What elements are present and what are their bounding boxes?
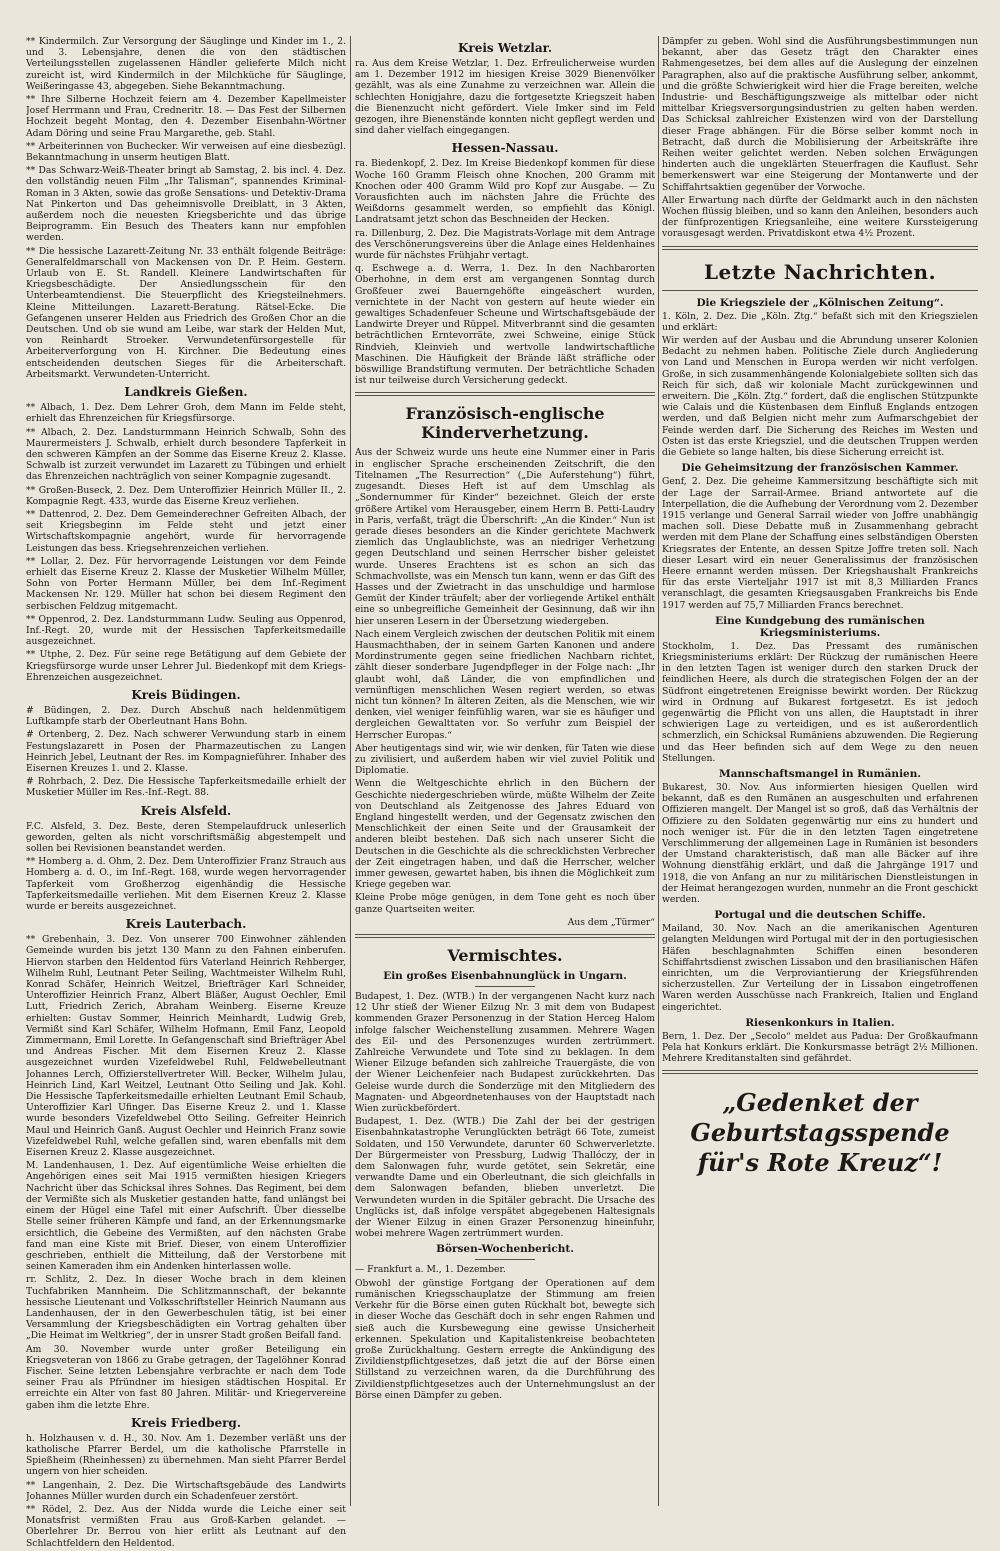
news-item: rr. Schlitz, 2. Dez. In dieser Woche brach in dem kleinen Tuchfabriken Mannheim. Die Schlitzmannschaft, der bekannte hessische Lieutenant und Volksschriftsteller Heinrich Naumann aus Landenhausen, der in den Gewerbeschulen tätig, ist bei einer Versammlung der Kriegsbeschädigten ein Vortrag gehalten über „Die Heimat im Weltkrieg“, der in unsrer Stadt großen Beifall fand. (26, 1274, 346, 1342)
news-item: Aller Erwartung nach dürfte der Geldmarkt auch in den nächsten Wochen flüssig bleiben, und so kann den Anleihen, besonders auch der fünfprozentigen Kriegsanleihe, eine weitere Kurssteigerung vorausgesagt werden. Privatdiskont etwa 4½ Prozent. (662, 194, 978, 240)
section-heading: Französisch-englische Kinderverhetzung. (405, 404, 605, 443)
news-item: ** Langenhain, 2. Dez. Die Wirtschaftsgebäude des Landwirts Johannes Müller wurden durch ein Schadenfeuer zerstört. (26, 1479, 346, 1502)
news-item: Obwohl der günstige Fortgang der Operationen auf dem rumänischen Kriegsschauplatze der Stimmung am freien Verkehr für die Börse einen guten Rückhalt bot, bewegte sich in dieser Woche das Geschäft doch in sehr engen Rahmen und sieß auch die Kursbewegung eine gewisse Unsicherheit erkennen. Spekulation und Kapitalistenkreise beobachteten große Zurückhaltung. Gestern erregte die Ankündigung des Zivildienstpflichtgesetzes, daß jetzt die auf der Börse einen Stillstand zu verzeichnen waren, da die Durchführung des Zivildienstpflichtgesetzes auch der Unternehmungslust an der Börse einen Dämpfer zu geben. (355, 1277, 655, 1401)
column-1 (26, 36, 346, 1551)
news-item: ** Großen-Buseck, 2. Dez. Dem Unteroffizier Heinrich Müller II., 2. Kompagnie Regt. 433, wurde das Eiserne Kreuz verliehen. (26, 484, 346, 507)
column-rule (658, 36, 659, 1506)
news-item: Bukarest, 30. Nov. Aus informierten hiesigen Quellen wird bekannt, daß es den Rumänen an ausgeschulten und erfahrenen Offizieren mangelt. Der Mangel ist so groß, daß das Verhältnis der Offiziere zu den Soldaten gegenwärtig nur eins zu hundert und noch weniger ist. Für die in den letzten Tagen eingetretene Verschlimmerung der allgemeinen Lage in Rumänien ist besonders der Umstand charakteristisch, daß man alle Bäcker auf ihre Wohnung dienstfähig erklärt, und daß die Jahrgänge 1917 und 1918, die von Anfang an nur zu militärischen Dienstleistungen in der Heimat herangezogen wurden, nunmehr an die Front geschickt werden. (662, 781, 978, 905)
section-divider (662, 246, 978, 250)
news-item: Nach einem Vergleich zwischen der deutschen Politik mit einem Hausmachthaben, der in seinem Garten Kanonen und andere Mordinstrumente gegen seine friedlichen Nachbarn richtet, zählt dieser sonderbare Jugendpfleger in der Folge nach: „Ihr glaubt wohl, daß Länder, die von empfindlichen und vernünftigen menschlichen Wesen regiert werden, so etwas nicht tun können? In älteren Zeiten, als die Menschen, wie wir denken, viel weniger feinfühlig waren, war sie es häufiger und dergleichen Gewalttaten vor. So verfuhr zum Beispiel der Herrscher Europas.“ (355, 628, 655, 741)
section-heading: Kreis Lauterbach. (125, 917, 247, 932)
news-item: ra. Aus dem Kreise Wetzlar, 1. Dez. Erfreulicherweise wurden am 1. Dezember 1912 im hiesigen Kreise 3029 Bienenvölker gezählt, was als eine Zunahme zu verzeichnen war. Allein die schlechten Honigjahre, dazu die fortgesetzte Kriegszeit haben die Bienenzucht nicht gefördert. Viele Imker sind im Feld gezogen, ihre Bienenstände konnten nicht gepflegt werden und sind daher vielfach eingegangen. (355, 58, 655, 137)
section-heading: Die Kriegsziele der „Kölnischen Zeitung“. (696, 296, 944, 309)
section-heading: Kreis Friedberg. (130, 1415, 241, 1430)
section-heading: Mannschaftsmangel in Rumänien. (718, 767, 922, 780)
news-item: Kleine Probe möge genügen, in dem Tone geht es noch über ganze Quartseiten weiter. (355, 892, 655, 915)
news-item: ** Homberg a. d. Ohm, 2. Dez. Dem Unteroffizier Franz Strauch aus Homberg a. d. O., im Inf.-Regt. 168, wurde wegen hervorragender Tapferkeit vom Großherzog eigenhändig die Hessische Tapferkeitsmedaille verliehen. Mit dem Eisernen Kreuz 2. Klasse wurde er bereits ausgezeichnet. (26, 856, 346, 913)
heading-rule (475, 1259, 535, 1260)
column-rule (350, 36, 351, 1506)
news-item: Budapest, 1. Dez. (WTB.) Die Zahl der bei der gestrigen Eisenbahnkatastrophe Verunglückten beträgt 66 Tote, zumeist Soldaten, und 150 Verwundete, darunter 60 Schwerverletzte. Der Bürgermeister von Pressburg, Ludwig Thallóczy, der in dem Salonwagen fuhr, wurde getötet, sein Sekretär, eine verwandte Dame und ein Oberleutnant, die sich gleichfalls in dem Salonwagen befanden, blieben unverletzt. Die Verwundeten wurden in die Spitäler gebracht. Die Ursache des Unglücks ist, daß infolge verspätet abgegebenen Haltesignals der Wiener Eilzug in einen Grazer Personenzug hineinfuhr, wobei mehrere Wagen zertrümmert wurden. (355, 1116, 655, 1240)
latest-news-heading: Letzte Nachrichten. (703, 259, 937, 284)
column-3 (662, 36, 978, 1178)
news-item: # Büdingen, 2. Dez. Durch Abschuß nach heldenmütigem Luftkampfe starb der Oberleutnant Hans Bohn. (26, 704, 346, 728)
section-heading: Kreis Wetzlar. (457, 41, 553, 55)
news-item: Aber heutigentags sind wir, wie wir denken, für Taten wie diese zu zivilisiert, und außerdem haben wir viel zuviel Politik und Diplomatie. (355, 742, 655, 777)
news-item: ** Dattenrod, 2. Dez. Dem Gemeinderechner Gefreiten Albach, der seit Kriegsbeginn im Felde steht und jetzt einer Wirtschaftskompagnie angehört, wurde für hervorragende Leistungen das bess. Kriegsehrenzeichen verliehen. (26, 508, 346, 554)
news-item: q. Eschwege a. d. Werra, 1. Dez. In den Nachbarorten Oberhohne, in dem erst am vergangenen Sonntag durch Großfeuer zwei Bauerngehöfte eingeäschert wurden, vernichtete in der Nacht von gestern auf heute wieder ein gewaltiges Schadenfeuer Scheune und Wirtschaftsgebäude der Landwirte Dreyer und Rüppel. Mitverbrannt sind die gesamten beträchtlichen Erntevorräte, zwei Schweine, einige Stück Rindvieh, Kleinvieh und wertvolle landwirtschaftliche Maschinen. Die Häufigkeit der Brände läßt sträfliche oder böswillige Brandstiftung vermuten. Der beträchtliche Schaden ist nur teilweise durch Versicherung gedeckt. (355, 263, 655, 387)
news-item: Mailand, 30. Nov. Nach an die amerikanischen Agenturen gelangten Meldungen wird Portugal mit der in den portugiesischen Häfen beschlagnahmten Schiffen einen besonderen Schiffahrtsdienst zwischen Lissabon und den brasilianischen Häfen einrichten, um die Verproviantierung der Kriegsführenden sicherzustellen. Zur Verteilung der in Lissabon eingetroffenen Waren werden Ausschüsse nach Frankreich, Italien und England eingerichtet. (662, 923, 978, 1013)
news-item: ra. Biedenkopf, 2. Dez. Im Kreise Biedenkopf kommen für diese Woche 160 Gramm Fleisch ohne Knochen, 200 Gramm mit Knochen oder 400 Gramm Wild pro Kopf zur Ausgabe. — Zu Vorausfichten auch im nächsten Jahre die Früchte des Weißdorns gesammelt werden, so empfiehlt das Königl. Landratsamt jetzt schon das Beschneiden der Hecken. (355, 158, 655, 226)
news-item: — Frankfurt a. M., 1. Dezember. (355, 1264, 506, 1276)
appeal-line: „Gedenket der Geburtstagsspende (690, 1088, 950, 1148)
news-item: Stockholm, 1. Dez. Das Pressamt des rumänischen Kriegsministeriums erklärt: Der Rückzug der rumänischen Heere in den letzten Tagen ist weniger durch den starken Druck der feindlichen Heere, als durch die strategischen Folgen der an der Südfront eingetretenen Ereignisse bewirkt worden. Der Rückzug wird in Ordnung auf Bukarest fortgesetzt. Es ist jedoch gegenwärtig die Pflicht von uns allen, die Hauptstadt in ihrer schwierigen Lage zu verteidigen, und es ist außerordentlich schmerzlich, ein Schicksal Rumäniens abzuwenden. Die Regierung und das Heer befinden sich auf dem Wege zu den neuen Stellungen. (662, 640, 978, 764)
news-item: ** Albach, 1. Dez. Dem Lehrer Groh, dem Mann im Felde steht, erhielt das Ehrenzeichen für Kriegsfürsorge. (26, 402, 346, 425)
heading-rule (662, 290, 978, 291)
news-item: ** Albach, 2. Dez. Landsturmmann Heinrich Schwalb, Sohn des Maurermeisters J. Schwalb, erhielt durch besondere Tapferkeit in den schweren Kämpfen an der Somme das Eiserne Kreuz 2. Klasse. Schwalb ist zurzeit verwundet im Lazarett zu Tübingen und erhielt das Ehrenzeichen nachträglich von seiner Kompagnie zugesandt. (26, 426, 346, 483)
red-cross-appeal (662, 1088, 978, 1178)
section-heading: Riesenkonkurs in Italien. (745, 1016, 895, 1029)
news-item: 1. Köln, 2. Dez. Die „Köln. Ztg.“ befaßt sich mit den Kriegszielen und erklärt: (662, 310, 978, 333)
news-item: ** Rödel, 2. Dez. Aus der Nidda wurde die Leiche einer seit Monatsfrist vermißten Frau aus Groß-Karben gelandet. — Oberlehrer Dr. Berrou von hier erlitt als Leutnant auf den Schlachtfeldern den Heldentod. (26, 1503, 346, 1549)
news-item: ra. Dillenburg, 2. Dez. Die Magistrats-Vorlage mit dem Antrage des Verschönerungsvereins über die Anlage eines Heldenhaines wurde für nächstes Frühjahr vertagt. (355, 227, 655, 262)
news-item: Wenn die Weltgeschichte ehrlich in den Büchern der Geschichte niedergeschrieben würde, müßte Wilhelm der Zeite von Deutschland als Zeitgenosse des Jahres Eduard von England hingestellt werden, und der Gegensatz zwischen den Menschlichkeit der einen Seite und der Grausamkeit der anderen bleibt bestehen. Daß sich nach unserer Sicht die Deutschen in die Geschichte als die schrecklichsten Verbrecher der Zeit eingetragen haben, und daß die Herrscher, welcher immer gewesen, gewartet haben, bis ihnen die Möglichkeit zum Kriege gegeben war. (355, 778, 655, 891)
news-item: ** Kindermilch. Zur Versorgung der Säuglinge und Kinder im 1., 2. und 3. Lebensjahre, denen die von den städtischen Verteilungsstellen zugelassenen Händler gelieferte Milch nicht zureicht ist, wird Kindermilch in der Milchküche für Säuglinge, Weißeringasse 43, abgegeben. Siehe Bekanntmachung. (26, 36, 346, 92)
section-divider (355, 392, 655, 396)
section-heading: Vermischtes. (447, 946, 563, 966)
news-item: Budapest, 1. Dez. (WTB.) In der vergangenen Nacht kurz nach 12 Uhr stieß der Wiener Eilzug Nr. 3 mit dem von Budapest kommenden Grazer Personenzug in der Station Herceg Halom infolge falscher Weichenstellung zusammen. Mehrere Wagen des Eil- und des Personenzuges wurden zertrümmert. Zahlreiche Verwundete und Tote sind zu beklagen. In dem Wiener Eilzuge befanden sich zahlreiche Trauergäste, die von der Wiener Leichenfeier nach Budapest zurückkehrten. Das Geleise wurde durch die Sonderzüge mit den Mitgliedern des Magnaten- und Abgeordnetenhauses von der Hauptstadt nach Wien zurückbefördert. (355, 991, 655, 1115)
news-item: Dämpfer zu geben. Wohl sind die Ausführungsbestimmungen nun bekannt, aber das Gesetz trägt den Charakter eines Rahmengesetzes, bei dem alles auf die Auslegung der einzelnen Paragraphen, also auf die praktische Ausführung selber, ankommt, und die größte Schwierigkeit wird hier die Frage bereiten, welche Industrie- und Beschäftigungszweige als mittelbar oder nicht mittelbar Kriegsversorgungsindustrien zu gelten haben werden. Das Schicksal zahlreicher Existenzen wird von der Darstellung dieser Frage abhängen. Für die Börse selber kommt noch in Betracht, daß durch die Mobilisierung der Arbeitskräfte ihre Reihen weiter gelichtet werden. Neben solchen Erwägungen hinderten auch die ungeklärten Steuerfragen die Kauflust. Sehr bemerkenswert war eine Steigerung der Montanwerte und der Schiffahrtsaktien gegenüber der Vorwoche. (662, 36, 978, 193)
news-item: Genf, 2. Dez. Die geheime Kammersitzung beschäftigte sich mit der Lage der Sarrail-Armee. Briand antwortete auf die Interpellation, die die Aufhebung der Verordnung vom 2. Dezember 1915 verlange und General Sarrail wieder von Joffre unabhängig machen soll. Diese Debatte muß in Zusammenhang gebracht werden mit dem Plane der Schaffung eines selbständigen Obersten Kriegsrates der Entente, an dessen Spitze Joffre treten soll. Nach dieser Lesart wird ein neuer Generalissimus der französischen Heere ernannt werden müssen. Der Kriegshaushalt Frankreichs für das erste Vierteljahr 1917 ist mit 8,3 Milliarden Francs veranschlagt, die gesamten Kriegsausgaben Frankreichs bis Ende 1917 werden auf 75,7 Milliarden Francs berechnet. (662, 476, 978, 611)
news-item: # Ortenberg, 2. Dez. Nach schwerer Verwundung starb in einem Festungslazarett in Posen der Pharmazeutischen zu Langen Heinrich Jebel, Leutnant der Res. im Kompagnieführer. Inhaber des Eisernen Kreuzes 1. und 2. Klasse. (26, 729, 346, 774)
heading-rule (475, 986, 535, 987)
news-item: F.C. Alsfeld, 3. Dez. Beste, deren Stempelaufdruck unleserlich geworden, gelten als nicht vorschriftsmäßig abgestempelt und sollen bei Revisionen beanstandet werden. (26, 820, 346, 854)
news-item: ** Grebenhain, 3. Dez. Von unserer 700 Einwohner zählenden Gemeinde wurden bis jetzt 130 Mann zu den Fahnen einberufen. Hiervon starben den Heldentod fürs Vaterland Heinrich Rehberger, Wilhelm Ruhl, Leutnant Peter Seiling, Wachtmeister Wilhelm Ruhl, Konrad Schäfer, Heinrich Weitzel, Briefträger Karl Schneider, Unteroffizier Heinrich Franz, Albert Bläßer, August Oechler, Emil Lutt, Friedrich Zerich, Abraham Weinberg. Eiserne Kreuze erhielten: Gustav Sommer, Heinrich Meinhardt, Ludwig Greb, Vermißt sind Karl Schäfer, Wilhelm Hofmann, Emil Fanz, Leopold Zimmermann, Emil Lorette. In Gefangenschaft sind Briefträger Abel und Andreas Fischer. Mit dem Eisernen Kreuz 2. Klasse ausgezeichnet wurden Vizefeldwebel Ruhl, Feldwebelleutnant Johannes Lerch, Offizierstellvertreter Will. Becker, Wilhelm Julau, Heinrich Lind, Karl Weitzel, Leutnant Otto Seiling und Jak. Kohl. Die Hessische Tapferkeitsmedaille erhielten Leutnant Emil Schaub, Unteroffizier Karl Ufinger. Das Eiserne Kreuz 2. und 1. Klasse wurde besonders Vizefeldwebel Otto Seiling. Gefreiter Heinrich Maul und Heinrich Ganß. August Oechler und Heinrich Franz sowie Vizefeldwebel Ruhl, welche gefallen sind, waren ebenfalls mit dem Eisernen Kreuz 2. Klasse ausgezeichnet. (26, 934, 346, 1159)
section-heading: Portugal und die deutschen Schiffe. (714, 909, 926, 922)
news-item: Aus der Schweiz wurde uns heute eine Nummer einer in Paris in englischer Sprache erscheinenden Zeitschrift, die den Titelnamen „The Resurrection“ („Die Auferstehung“) führt, zugesandt. Dieses Heft ist auf dem Umschlag als „Sondernummer für Kinder“ bezeichnet. Gleich der erste größere Artikel vom Herausgeber, einem Herrn B. Petti-Laudry in Paris, verfaßt, trägt die Überschrift: „An die Kinder.“ Nun ist gerade dieses besonders an die Kinder gerichtete Machwerk ziemlich das Unglaublichste, was an niedriger Verhetzung gegen Deutschland und seinen Herrscher bisher geleistet wurde. Unseres Erachtens ist es schon an sich das Schmachvollste, was ein Mensch tun kann, wenn er das Gift des Hasses und der Zwietracht in das unschuldige und harmlose Gemüt der Kinder träufelt; aber der vorliegende Artikel enthält eine so unbegreifliche Gemeinheit der Gesinnung, daß wir ihn hier unseren Lesern in der Übersetzung wiedergeben. (355, 447, 655, 627)
news-item: # Rohrbach, 2. Dez. Die Hessische Tapferkeitsmedaille erhielt der Musketier Müller im Res.-Inf.-Regt. 88. (26, 776, 346, 799)
section-divider (662, 1070, 978, 1074)
article-source: Aus dem „Türmer“ (567, 916, 655, 928)
column-2 (355, 36, 655, 1403)
news-item: ** Arbeiterinnen von Buchecker. Wir verweisen auf eine diesbezügl. Bekanntmachung in unserm heutigen Blatt. (26, 140, 346, 164)
news-item: Wir werden auf der Ausbau und die Abrundung unserer Kolonien Bedacht zu nehmen haben. Politische Ziele durch Angliederung von Land und Menschen in Europa werden wir nicht verfolgen. Große, in sich zusammenhängende Kolonialgebiete sollten sich das Reich für sich, daß wir koloniale Macht zurückgewinnen und erweitern. Die „Köln. Ztg.“ fordert, daß die englischen Stützpunkte wie Calais und die Küstenbasen dem Einfluß Englands entzogen werden, und daß Belgien nicht mehr zum Aufmarschgebiet der Feinde werden darf. Die Sicherung des Reiches im Westen und Osten ist das erste Kriegsziel, und die deutschen Truppen werden die Gebiete so lange halten, bis diese Sicherung erreicht ist. (662, 335, 978, 459)
section-heading: Börsen-Wochenbericht. (436, 1243, 574, 1256)
section-heading: Die Geheimsitzung der französischen Kammer. (681, 462, 959, 475)
section-heading: Kreis Alsfeld. (140, 803, 232, 818)
section-heading: Hessen-Nassau. (451, 141, 559, 156)
news-item: M. Landenhausen, 1. Dez. Auf eigentümliche Weise erhielten die Angehörigen eines seit Mai 1915 vermißten hiesigen Kriegers Nachricht über das Schicksal ihres Sohnes. Das Regiment, bei dem der Vermißte sich als Musketier gestanden hatte, fand unlängst bei einem der Hügel eine Tafel mit einer Aufschrift. Über diesselbe Stelle seiner früheren Kämpfe und fand, an der Erkennungsmarke ersichtlich, die Gebeine des Vermißten, auf den nächsten Grabe fand man eine Kiste mit Brief. Dieser, von einem Unteroffizier geschrieben, enthielt die Mitteilung, daß der Verstorbene mit seinen Kameraden ihm ein Andenken hinterlassen wolle. (26, 1160, 346, 1273)
section-divider (355, 934, 655, 938)
section-heading: Kreis Büdingen. (131, 687, 241, 702)
news-item: ** Das Schwarz-Weiß-Theater bringt ab Samstag, 2. bis incl. 4. Dez. den vollständig neuen Film „Ihr Talisman“, spannendes Kriminal-Roman in 3 Akten, sowie das große Sensations- und Detektiv-Drama Nat Pinkerton und Das geheimnisvolle Dreiblatt, in 3 Akten, außerdem noch die neuesten Kriegsberichte und das übrige Beiprogramm. Ein Besuch des Theaters kann nur empfohlen werden. (26, 165, 346, 244)
news-item: Bern, 1. Dez. Der „Secolo“ meldet aus Padua: Der Großkaufmann Pela hat Konkurs erklärt. Die Konkursmasse beträgt 2½ Millionen. Mehrere Kreditanstalten sind gefährdet. (662, 1030, 978, 1065)
news-item: ** Die hessische Lazarett-Zeitung Nr. 33 enthält folgende Beiträge: Generalfeldmarschall von Mackensen von Dr. P. Heim. Gestern. Urlaub von E. St. Randell. Kleinere Landwirtschaften für Kriegsbeschädigte. Der Ansiedlungsschein für den Unterbeamtendienst. Die Steuerpflicht des Kriegsteilnehmers. Kleine Mitteilungen. Lazarett-Beratung. Rätsel-Ecke. Die Gefangenen unserer Helden aus Friedrich des Großen Chor an die Deutschen. Und ob sie wund am Leibe, war stark der Helden Mut, von Reinhardt Stroeker. Verwundetenfürsorgestelle für Arbeiterverforgung von H. Kirchner. Die Bedeutung eines entscheidenden deutschen Sieges für die Arbeiterschaft. Arbeitsmarkt. Verwundeten-Unterricht. (26, 245, 346, 380)
news-item: ** Ihre Silberne Hochzeit feiern am 4. Dezember Kapellmeister Josef Herrmann und Frau, Credneritr. 18. — Das Fest der Silbernen Hochzeit begeht Montag, den 4. Dezember Eisenbahn-Wörtner Adam Döring und seine Frau Margarethe, geb. Stahl. (26, 94, 346, 139)
news-item: Am 30. November wurde unter großer Beteiligung ein Kriegsveteran von 1866 zu Grabe getragen, der Tagelöhner Konrad Fischer. Seine letzten Lebensjahre verbrachte er nach dem Tode seiner Frau als Pfründner im hiesigen städtischen Hospital. Er erreichte ein Alter von fast 80 Jahren. Militär- und Kriegervereine gaben ihm die letzte Ehre. (26, 1343, 346, 1411)
appeal-line: für's Rote Kreuz“! (697, 1148, 943, 1178)
news-item: h. Holzhausen v. d. H., 30. Nov. Am 1. Dezember verläßt uns der katholische Pfarrer Berdel, um die katholische Pfarrstelle in Spießheim (Rheinhessen) zu übernehmen. Man sieht Pfarrer Berdel ungern von hier scheiden. (26, 1432, 346, 1478)
news-item: ** Lollar, 2. Dez. Für hervorragende Leistungen vor dem Feinde erhielt das Eiserne Kreuz 2. Klasse der Musketier Wilhelm Müller, Sohn von Porter Hermann Müller, bei dem Inf.-Regiment Mackensen Nr. 129. Müller hat schon bei diesem Regiment den serbischen Feldzug mitgemacht. (26, 555, 346, 612)
news-item: ** Oppenrod, 2. Dez. Landsturmmann Ludw. Seuling aus Oppenrod, Inf.-Regt. 20, wurde mit der Hessischen Tapferkeitsmedaille ausgezeichnet. (26, 613, 346, 648)
news-item: ** Utphe, 2. Dez. Für seine rege Betätigung auf dem Gebiete der Kriegsfürsorge wurde unser Lehrer Jul. Biedenkopf mit dem Kriegs-Ehrenzeichen ausgezeichnet. (26, 649, 346, 683)
section-heading: Ein großes Eisenbahnunglück in Ungarn. (383, 970, 627, 983)
section-heading: Landkreis Gießen. (124, 385, 248, 400)
section-heading: Eine Kundgebung des rumänischen Kriegsministeriums. (715, 614, 925, 639)
